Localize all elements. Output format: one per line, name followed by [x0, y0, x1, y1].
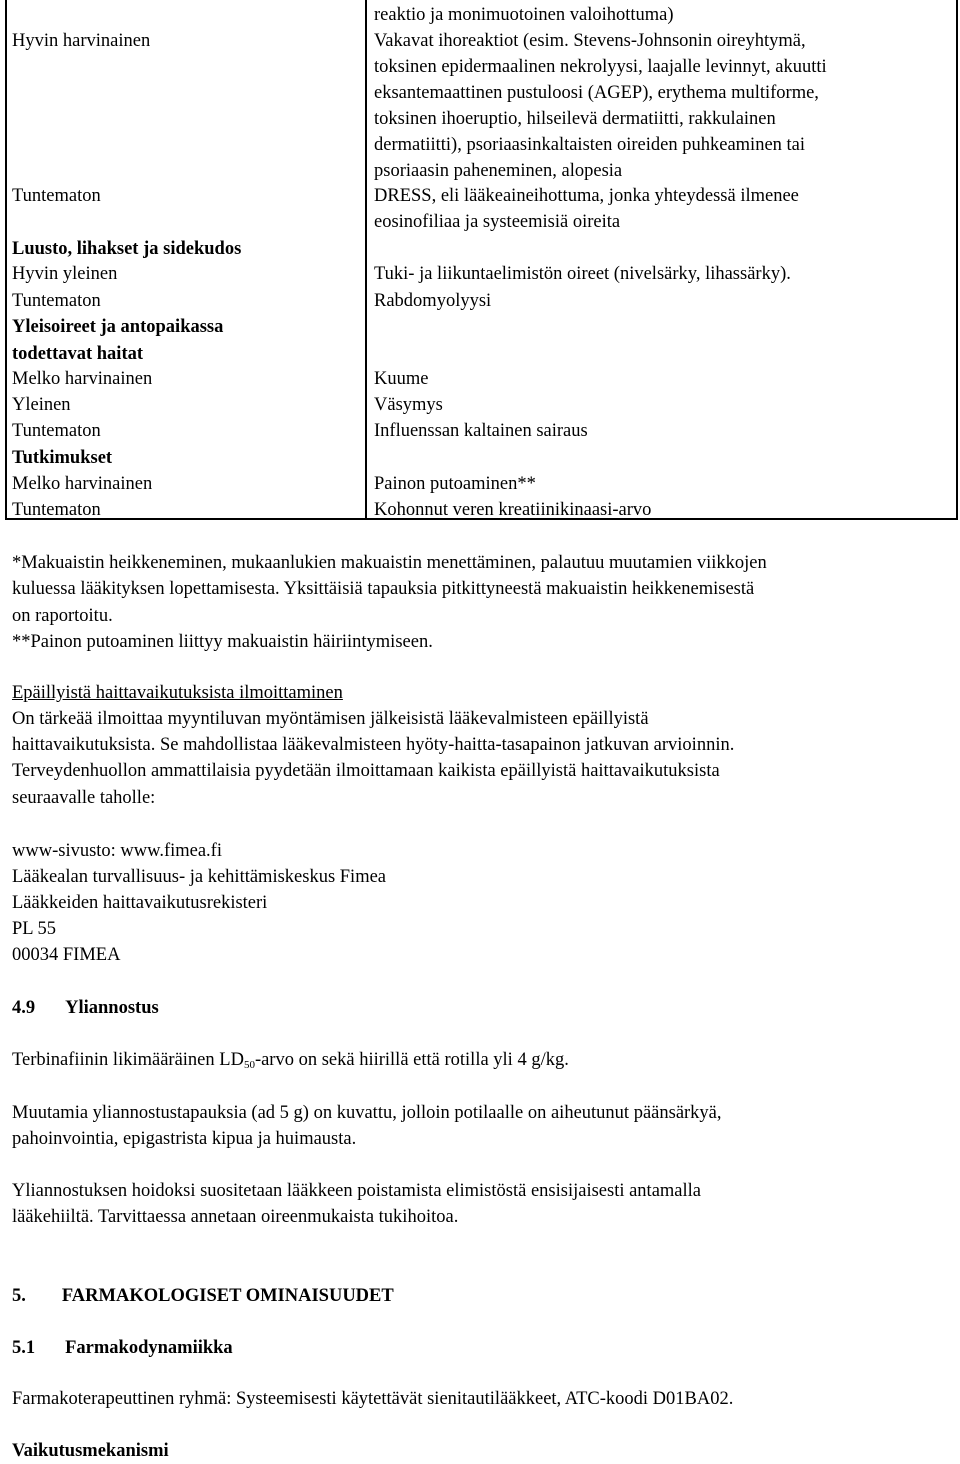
frequency-label: Tuntematon — [12, 186, 101, 206]
organ-class-heading: todettavat haitat — [12, 344, 144, 364]
overdose-text: Muutamia yliannostustapauksia (ad 5 g) on kuvattu, jolloin potilaalle on aiheutunut päänsärkyä, — [12, 1103, 722, 1123]
mechanism-heading: Vaikutusmekanismi — [12, 1441, 169, 1461]
adverse-reaction-text: Väsymys — [374, 395, 443, 415]
frequency-label: Tuntematon — [12, 291, 101, 311]
section-title: Yliannostus — [65, 998, 159, 1018]
adverse-reaction-text: Tuki- ja liikuntaelimistön oireet (nivelsärky, lihassärky). — [374, 264, 791, 284]
organ-class-heading: Tutkimukset — [12, 448, 113, 468]
adverse-reaction-text: Kohonnut veren kreatiinikinaasi-arvo — [374, 500, 652, 520]
adverse-reaction-text: Painon putoaminen** — [374, 474, 536, 494]
frequency-label: Hyvin yleinen — [12, 264, 118, 284]
adverse-reaction-text: dermatiitti), psoriaasinkaltaisten oireiden puhkeaminen tai — [374, 135, 806, 155]
reporting-text: haittavaikutuksista. Se mahdollistaa lääkevalmisteen hyöty-haitta-tasapainon jatkuvan arvioinnin. — [12, 735, 735, 755]
organ-class-heading: Yleisoireet ja antopaikassa — [12, 317, 224, 337]
section-number: 5.1 — [12, 1338, 36, 1358]
adverse-reaction-text: toksinen epidermaalinen nekrolyysi, laajalle levinnyt, akuutti — [374, 57, 827, 77]
reporting-text: Terveydenhuollon ammattilaisia pyydetään ilmoittamaan kaikista epäillyistä haittavaikutuksista — [12, 761, 720, 781]
adverse-reaction-text: reaktio ja monimuotoinen valoihottuma) — [374, 5, 674, 25]
section-title: FARMAKOLOGISET OMINAISUUDET — [61, 1286, 394, 1306]
adverse-reaction-text: psoriaasin paheneminen, alopesia — [374, 161, 623, 181]
adverse-reaction-text: Vakavat ihoreaktiot (esim. Stevens-Johnsonin oireyhtymä, — [374, 31, 806, 51]
address-line: www-sivusto: www.fimea.fi — [12, 841, 222, 861]
table-column-divider — [365, 0, 367, 518]
frequency-label: Hyvin harvinainen — [12, 31, 151, 51]
overdose-text: lääkehiiltä. Tarvittaessa annetaan oireenmukaista tukihoitoa. — [12, 1207, 459, 1227]
adverse-reaction-text: toksinen ihoeruptio, hilseilevä dermatiitti, rakkulainen — [374, 109, 776, 129]
ld50-text: Terbinafiinin likimääräinen $LD_{50}$-arvo on sekä hiirillä että rotilla yli 4 g/kg. — [12, 1050, 569, 1071]
address-line: Lääkealan turvallisuus- ja kehittämiskeskus Fimea — [12, 867, 387, 887]
section-heading-pharmacodynamics — [12, 1335, 233, 1361]
adverse-reaction-text: DRESS, eli lääkeaineihottuma, jonka yhteydessä ilmenee — [374, 186, 799, 206]
footnote: **Painon putoaminen liittyy makuaistin häiriintymiseen. — [12, 632, 433, 652]
frequency-label: Melko harvinainen — [12, 369, 153, 389]
section-heading-overdose — [12, 995, 159, 1021]
section-number: 5. — [12, 1286, 26, 1306]
pharmacotherapeutic-group: Farmakoterapeuttinen ryhmä: Systeemisesti käytettävät sienitautilääkkeet, ATC-koodi D01BA02. — [12, 1389, 734, 1409]
frequency-label: Melko harvinainen — [12, 474, 153, 494]
footnote: kuluessa lääkityksen lopettamisesta. Yksittäisiä tapauksia pitkittyneestä makuaistin heikkenemisestä — [12, 579, 755, 599]
footnote: *Makuaistin heikkeneminen, mukaanlukien makuaistin menettäminen, palautuu muutamien viikkojen — [12, 553, 767, 573]
address-line: PL 55 — [12, 919, 57, 939]
footnote: on raportoitu. — [12, 606, 113, 626]
frequency-label: Tuntematon — [12, 421, 101, 441]
section-title: Farmakodynamiikka — [65, 1338, 233, 1358]
address-line: Lääkkeiden haittavaikutusrekisteri — [12, 893, 268, 913]
section-heading-pharmacology — [12, 1283, 394, 1309]
adverse-reaction-text: eksantemaattinen pustuloosi (AGEP), erythema multiforme, — [374, 83, 819, 103]
adverse-reactions-table — [5, 0, 958, 520]
section-number: 4.9 — [12, 998, 36, 1018]
overdose-text: pahoinvointia, epigastrista kipua ja huimausta. — [12, 1129, 357, 1149]
adverse-reaction-text: Rabdomyolyysi — [374, 291, 492, 311]
frequency-label: Yleinen — [12, 395, 71, 415]
frequency-label: Tuntematon — [12, 500, 101, 520]
adverse-reaction-text: eosinofiliaa ja systeemisiä oireita — [374, 212, 621, 232]
reporting-text: seuraavalle taholle: — [12, 788, 156, 808]
adverse-reaction-text: Kuume — [374, 369, 429, 389]
overdose-text: Yliannostuksen hoidoksi suositetaan lääkkeen poistamista elimistöstä ensisijaisesti antamalla — [12, 1181, 701, 1201]
organ-class-heading: Luusto, lihakset ja sidekudos — [12, 239, 242, 259]
adverse-reaction-text: Influenssan kaltainen sairaus — [374, 421, 588, 441]
reporting-text: On tärkeää ilmoittaa myyntiluvan myöntämisen jälkeisistä lääkevalmisteen epäillyistä — [12, 709, 649, 729]
reporting-heading: Epäillyistä haittavaikutuksista ilmoittaminen — [12, 683, 343, 703]
address-line: 00034 FIMEA — [12, 945, 121, 965]
